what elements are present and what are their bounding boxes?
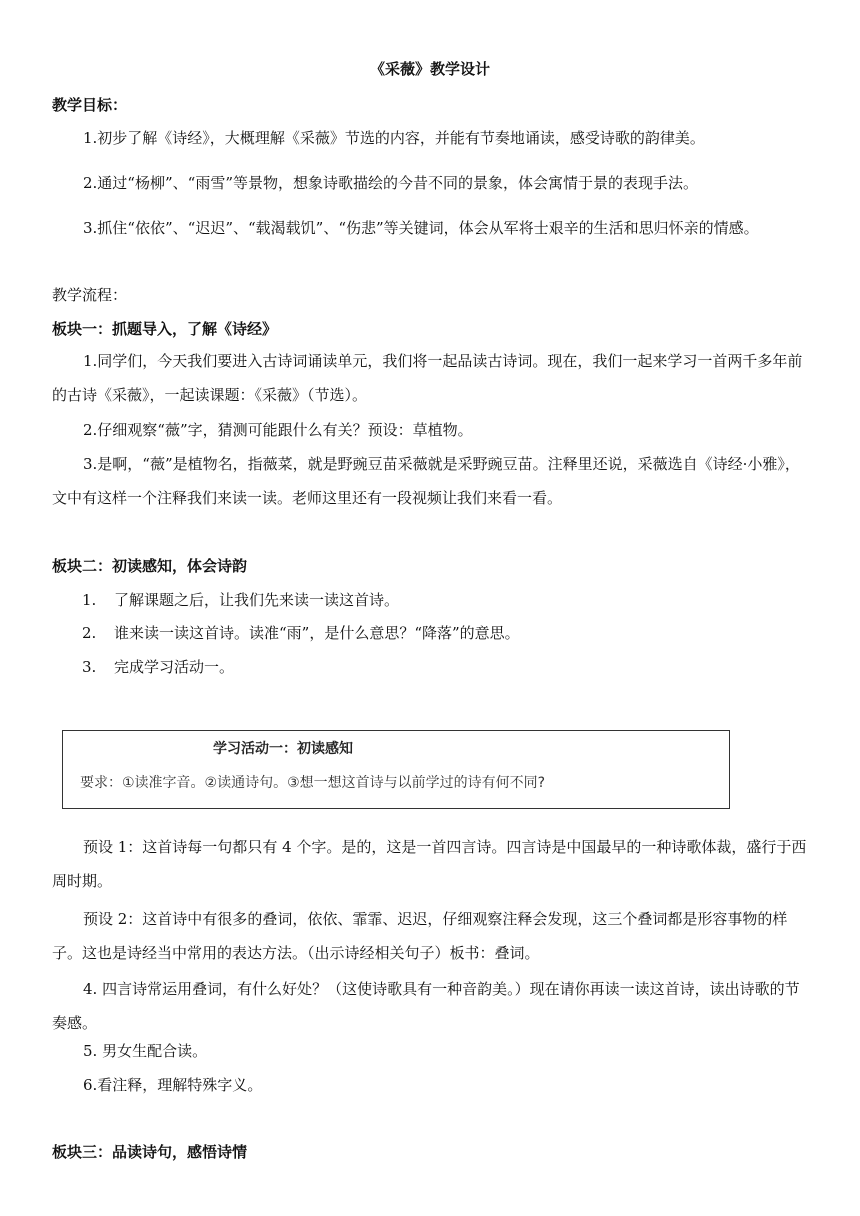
goal-item-3: 3.抓住“依依”、“迟迟”、“载渴载饥”、“伤悲”等关键词，体会从军将士艰辛的生活和思归怀亲的情感。: [83, 219, 759, 237]
step-5-paragraph: 5. 男女生配合读。: [83, 1042, 208, 1060]
goal-item-1: 1.初步了解《诗经》，大概理解《采薇》节选的内容，并能有节奏地诵读，感受诗歌的韵律美。: [83, 129, 705, 147]
section2-list-item-3: [82, 656, 802, 678]
section1-paragraph-2: 2.仔细观察“薇”字，猜测可能跟什么有关？预设：草植物。: [83, 421, 473, 439]
list-text: 谁来读一读这首诗。读准“雨”，是什么意思？“降落”的意思。: [114, 624, 520, 642]
section2-list-item-1: [82, 589, 802, 611]
section1-heading: 板块一：抓题导入，了解《诗经》: [52, 320, 278, 338]
goal-item-2: 2.通过“杨柳”、“雨雪”等景物，想象诗歌描绘的今昔不同的景象，体会寓情于景的表现手法。: [83, 174, 698, 192]
preset-1-paragraph: 预设 1：这首诗每一句都只有 4 个字。是的，这是一首四言诗。四言诗是中国最早的一种诗歌体裁，盛行于西周时期。: [52, 838, 807, 890]
activity-box: [62, 730, 730, 809]
list-number: 2.: [82, 624, 97, 642]
section1-paragraph-1: 1.同学们，今天我们要进入古诗词诵读单元，我们将一起品读古诗词。现在，我们一起来学习一首两千多年前的古诗《采薇》，一起读课题：《采薇》（节选）。: [52, 352, 803, 404]
section1-paragraph-3: 3.是啊，“薇”是植物名，指薇菜，就是野豌豆苗采薇就是采野豌豆苗。注释里还说，采薇选自《诗经·小雅》，文中有这样一个注释我们来读一读。老师这里还有一段视频让我们来看一看。: [52, 455, 800, 507]
section2-list-item-2: [82, 622, 802, 644]
step-6-paragraph: 6.看注释，理解特殊字义。: [83, 1076, 263, 1094]
section2-heading: 板块二：初读感知，体会诗韵: [52, 557, 248, 575]
section3-heading: 板块三：品读诗句，感悟诗情: [52, 1143, 248, 1161]
list-text: 了解课题之后，让我们先来读一读这首诗。: [114, 591, 400, 609]
activity-title: 学习活动一：初读感知: [213, 741, 353, 757]
list-number: 3.: [82, 658, 97, 676]
flow-label: 教学流程：: [52, 286, 128, 304]
document-title: 《采薇》教学设计: [369, 60, 490, 78]
step-4-paragraph: 4. 四言诗常运用叠词，有什么好处？（这使诗歌具有一种音韵美。）现在请你再读一读这首诗，读出诗歌的节奏感。: [52, 980, 800, 1032]
activity-requirement: 要求：①读准字音。②读通诗句。③想一想这首诗与以前学过的诗有何不同?: [80, 775, 546, 791]
list-number: 1.: [82, 591, 97, 609]
preset-2-paragraph: 预设 2：这首诗中有很多的叠词，依依、霏霏、迟迟，仔细观察注释会发现，这三个叠词都是形容事物的样子。这也是诗经当中常用的表达方法。（出示诗经相关句子）板书：叠词。: [52, 910, 788, 962]
goals-heading: 教学目标：: [52, 96, 128, 114]
list-text: 完成学习活动一。: [114, 658, 235, 676]
